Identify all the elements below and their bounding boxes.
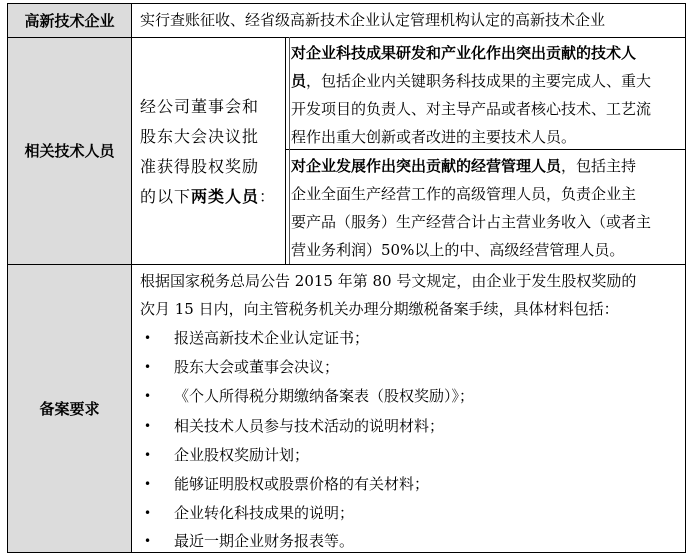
- sub2-line: [291, 152, 685, 180]
- divider-subrow: [285, 149, 686, 150]
- divider-label-column: [131, 3, 132, 553]
- divider-middle-column: [285, 37, 286, 264]
- sub1-text: ，包括企业内关键职务科技成果的主要完成人、重大: [306, 72, 652, 90]
- sub1-bold: 对企业科技成果研发和产业化作出突出贡献的技术人: [291, 44, 637, 62]
- bullet-icon: •: [144, 448, 152, 462]
- bullet-icon: •: [144, 331, 152, 345]
- border-left: [7, 3, 8, 553]
- row2-management-personnel: [291, 152, 685, 264]
- divider-row2: [7, 264, 686, 265]
- label-technical-staff: [8, 38, 131, 264]
- middle-line: 股东大会决议批: [140, 127, 260, 146]
- bullet-icon: •: [144, 477, 152, 491]
- policy-table: [7, 3, 686, 553]
- bullet-icon: •: [144, 534, 152, 548]
- middle-colon: ：: [259, 187, 277, 206]
- label-filing-requirements: [8, 265, 131, 552]
- middle-line-text: 的以下: [140, 187, 192, 206]
- sub1-line: 开发项目的负责人、对主导产品或者核心技术、工艺流: [291, 100, 652, 118]
- sub1-line: [291, 39, 685, 67]
- middle-bold: 两类人员: [191, 187, 260, 206]
- sub2-line: 要产品（服务）生产经营合计占主营业务收入（或者主: [291, 213, 652, 231]
- sub1-bold: 员: [291, 72, 307, 90]
- middle-line: 经公司董事会和: [140, 97, 260, 116]
- intro-line: 根据国家税务总局公告 2015 年第 80 号文规定，由企业于发生股权奖励的: [140, 272, 637, 290]
- bullet-text: 企业股权奖励计划；: [174, 446, 310, 464]
- row2-technical-personnel: [291, 39, 685, 151]
- bullet-icon: •: [144, 389, 152, 403]
- label-text: 备案要求: [39, 399, 100, 418]
- intro-line: 次月 15 日内，向主管税务机关办理分期缴税备案手续，具体材料包括：: [140, 300, 619, 318]
- bullet-icon: •: [144, 419, 152, 433]
- border-right: [685, 3, 686, 553]
- middle-line: [140, 182, 280, 212]
- row2-middle: [140, 92, 280, 212]
- middle-line: 准获得股权奖励: [140, 157, 260, 176]
- inner-double-line: [289, 37, 290, 264]
- sub2-line: 企业全面生产经营工作的高级管理人员，负责企业主: [291, 185, 637, 203]
- bullet-text: 报送高新技术企业认定证书；: [174, 329, 370, 347]
- sub2-bold: 对企业发展作出突出贡献的经营管理人员: [291, 157, 562, 175]
- row1-content: [140, 6, 680, 34]
- bullet-text: 能够证明股权或股票价格的有关材料；: [174, 475, 430, 493]
- bullet-text: 相关技术人员参与技术活动的说明材料；: [174, 417, 445, 435]
- bullet-icon: •: [144, 360, 152, 374]
- bullet-text: 股东大会或董事会决议；: [174, 358, 340, 376]
- row1-text: 实行查账征收、经省级高新技术企业认定管理机构认定的高新技术企业: [140, 11, 606, 29]
- sub2-line: 营业务利润）50%以上的中、高级经营管理人员。: [291, 241, 625, 259]
- label-text: 相关技术人员: [24, 142, 115, 160]
- bullet-text: 最近一期企业财务报表等。: [174, 532, 355, 550]
- label-text: 高新技术企业: [24, 11, 115, 30]
- bullet-text: 《个人所得税分期缴纳备案表（股权奖励）》；: [174, 387, 475, 405]
- bullet-icon: •: [144, 506, 152, 520]
- sub1-line: [291, 67, 685, 95]
- sub2-text: ，包括主持: [561, 157, 637, 175]
- row3-content: [140, 267, 686, 553]
- border-top: [7, 3, 686, 4]
- border-bottom: [7, 552, 686, 553]
- label-high-tech-enterprise: [8, 4, 131, 37]
- bullet-text: 企业转化科技成果的说明；: [174, 504, 355, 522]
- sub1-line: 程作出重大创新或者改进的主要技术人员。: [291, 128, 577, 146]
- divider-row1: [7, 37, 686, 38]
